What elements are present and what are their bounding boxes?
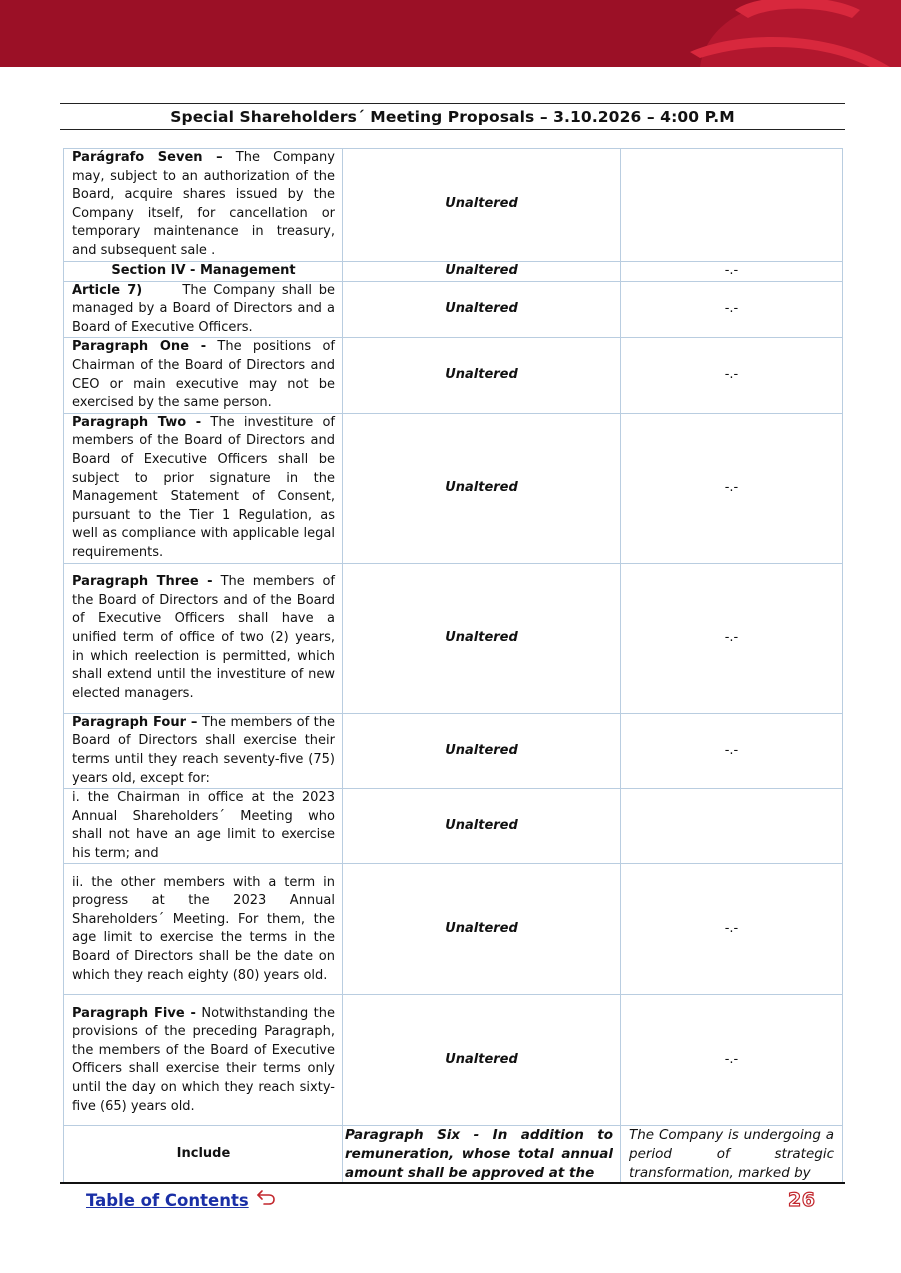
status-cell: Unaltered (343, 864, 621, 995)
brand-swoosh-icon (0, 0, 901, 67)
section-heading-cell: Section IV - Management (64, 261, 343, 281)
article-text-cell: Paragraph Four – The members of the Board of Directors shall exercise their terms until they reach seventy-five (75) years old, except for: (64, 713, 343, 788)
page-title-bar (60, 103, 845, 130)
page-title: Special Shareholders´ Meeting Proposals – 3.10.2026 – 4:00 P.M (170, 107, 735, 126)
article-text-cell: Paragraph Five - Notwithstanding the provisions of the preceding Paragraph, the members of the Board of Executive Officers shall exercise their terms only until the day on which they reach sixty-five (65) years old. (64, 995, 343, 1126)
justification-cell: -.- (621, 338, 843, 413)
status-cell: Unaltered (343, 149, 621, 262)
article-text-cell: Paragraph Two - The investiture of members of the Board of Directors and Board of Executive Officers shall be subject to prior signature in the Management Statement of Consent, pursuant to the Tier 1 Regulation, as well as compliance with applicable legal requirements. (64, 413, 343, 563)
table-row (64, 338, 843, 413)
article-text-cell: Parágrafo Seven – The Company may, subject to an authorization of the Board, acquire shares issued by the Company itself, for cancellation or temporary maintenance in treasury, and subsequent sale . (64, 149, 343, 262)
justification-cell (621, 789, 843, 864)
justification-cell (621, 1126, 843, 1183)
table-of-contents-link[interactable]: Table of Contents (86, 1191, 249, 1210)
table-row (64, 149, 843, 262)
table-row (64, 789, 843, 864)
article-text-cell: Paragraph Three - The members of the Board of Directors and of the Board of Executive Officers shall have a unified term of office of two (2) years, in which reelection is permitted, which shall extend until the investiture of new elected managers. (64, 563, 343, 713)
justification-cell: -.- (621, 563, 843, 713)
justification-cell: -.- (621, 281, 843, 338)
justification-cell: -.- (621, 864, 843, 995)
proposal-text: Paragraph Six - In addition to remuneration, whose total annual amount shall be approved at the (345, 1127, 613, 1181)
status-cell: Unaltered (343, 413, 621, 563)
justification-cell (621, 149, 843, 262)
table-row (64, 713, 843, 788)
status-cell: Unaltered (343, 261, 621, 281)
table-row (64, 261, 843, 281)
table-row (64, 995, 843, 1126)
status-cell: Unaltered (343, 789, 621, 864)
proposals-table (63, 148, 843, 1183)
status-cell: Unaltered (343, 563, 621, 713)
table-row (64, 281, 843, 338)
article-text-cell: ii. the other members with a term in progress at the 2023 Annual Shareholders´ Meeting. For them, the age limit to exercise the terms in the Board of Directors shall be the date on which they reach eighty (80) years old. (64, 864, 343, 995)
status-cell: Unaltered (343, 995, 621, 1126)
status-cell: Unaltered (343, 281, 621, 338)
justification-cell: -.- (621, 713, 843, 788)
action-cell: Include (64, 1126, 343, 1183)
page-number: 26 (788, 1189, 816, 1211)
proposal-cell (343, 1126, 621, 1183)
justification-text: The Company is undergoing a period of strategic transformation, marked by (629, 1127, 834, 1181)
table-row (64, 864, 843, 995)
justification-cell: -.- (621, 261, 843, 281)
return-arrow-icon[interactable] (256, 1188, 276, 1206)
table-row (64, 1126, 843, 1183)
status-cell: Unaltered (343, 713, 621, 788)
status-cell: Unaltered (343, 338, 621, 413)
article-text-cell: Paragraph One - The positions of Chairman of the Board of Directors and CEO or main executive may not be exercised by the same person. (64, 338, 343, 413)
justification-cell: -.- (621, 413, 843, 563)
justification-cell: -.- (621, 995, 843, 1126)
article-text-cell: i. the Chairman in office at the 2023 Annual Shareholders´ Meeting who shall not have an age limit to exercise his term; and (64, 789, 343, 864)
article-text-cell: Article 7) The Company shall be managed by a Board of Directors and a Board of Executive Officers. (64, 281, 343, 338)
table-row (64, 413, 843, 563)
footer-divider (60, 1182, 845, 1184)
table-row (64, 563, 843, 713)
header-band (0, 0, 901, 67)
